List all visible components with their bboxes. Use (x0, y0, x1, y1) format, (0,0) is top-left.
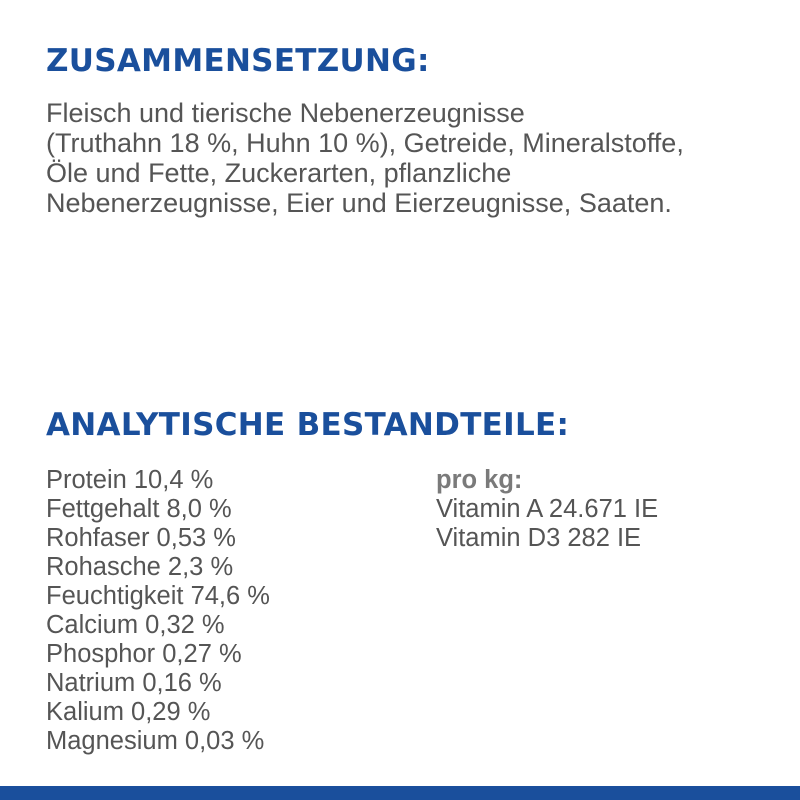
analytical-heading: ANALYTISCHE BESTANDTEILE: (46, 407, 570, 443)
constituent-item: Protein 10,4 % (46, 466, 214, 494)
per-kg-list (436, 466, 658, 553)
constituent-item: Natrium 0,16 % (46, 669, 222, 697)
constituent-item: Magnesium 0,03 % (46, 727, 265, 755)
constituents-list (46, 466, 270, 756)
constituent-item: Calcium 0,32 % (46, 611, 225, 639)
composition-heading: ZUSAMMENSETZUNG: (46, 43, 430, 79)
composition-text (46, 98, 776, 218)
composition-line: Fleisch und tierische Nebenerzeugnisse (46, 98, 525, 128)
constituent-item: Fettgehalt 8,0 % (46, 495, 232, 523)
composition-line: Öle und Fette, Zuckerarten, pflanzliche (46, 158, 512, 188)
vitamin-item: Vitamin D3 282 IE (436, 524, 642, 552)
composition-line: (Truthahn 18 %, Huhn 10 %), Getreide, Mineralstoffe, (46, 128, 684, 158)
bottom-accent-bar (0, 786, 800, 800)
constituent-item: Kalium 0,29 % (46, 698, 211, 726)
constituent-item: Rohasche 2,3 % (46, 553, 234, 581)
constituent-item: Feuchtigkeit 74,6 % (46, 582, 270, 610)
composition-line: Nebenerzeugnisse, Eier und Eierzeugnisse, Saaten. (46, 188, 672, 218)
vitamin-item: Vitamin A 24.671 IE (436, 495, 659, 523)
constituent-item: Phosphor 0,27 % (46, 640, 242, 668)
constituent-item: Rohfaser 0,53 % (46, 524, 236, 552)
per-kg-label: pro kg: (436, 466, 523, 494)
